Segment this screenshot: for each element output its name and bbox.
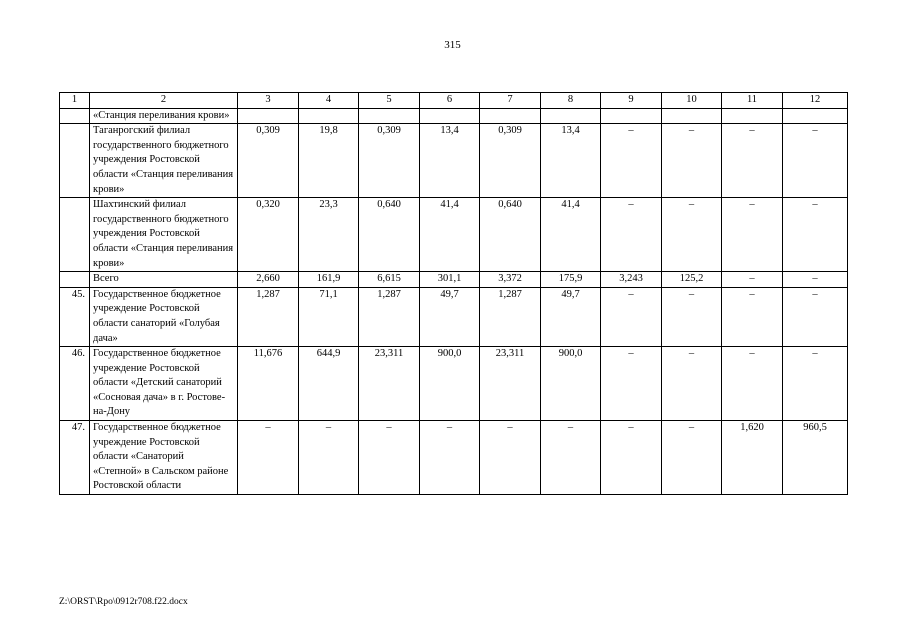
cell-col-9: – [601, 198, 662, 272]
column-header-1: 1 [60, 93, 90, 109]
cell-col-3: 11,676 [238, 347, 299, 421]
cell-col-9: – [601, 124, 662, 198]
institution-name: Всего [90, 272, 238, 288]
cell-col-9 [601, 108, 662, 124]
row-number: 45. [60, 287, 90, 346]
cell-col-3: – [238, 421, 299, 495]
cell-col-5: 0,640 [359, 198, 420, 272]
cell-col-11: 1,620 [722, 421, 783, 495]
institution-name: «Станция переливания крови» [90, 108, 238, 124]
cell-col-12: – [783, 287, 848, 346]
row-number [60, 108, 90, 124]
row-number [60, 198, 90, 272]
cell-col-10: 125,2 [662, 272, 722, 288]
column-header-5: 5 [359, 93, 420, 109]
cell-col-11: – [722, 347, 783, 421]
cell-col-5: – [359, 421, 420, 495]
column-header-8: 8 [541, 93, 601, 109]
cell-col-12: – [783, 272, 848, 288]
cell-col-5: 23,311 [359, 347, 420, 421]
table-row [60, 108, 848, 124]
cell-col-10: – [662, 198, 722, 272]
table-row [60, 124, 848, 198]
cell-col-9: – [601, 287, 662, 346]
cell-col-7: 0,640 [480, 198, 541, 272]
cell-col-4: 19,8 [299, 124, 359, 198]
column-header-6: 6 [420, 93, 480, 109]
row-number [60, 124, 90, 198]
cell-col-7: 0,309 [480, 124, 541, 198]
cell-col-11 [722, 108, 783, 124]
cell-col-8: – [541, 421, 601, 495]
cell-col-4: 161,9 [299, 272, 359, 288]
cell-col-5: 0,309 [359, 124, 420, 198]
table-row [60, 347, 848, 421]
cell-col-12: 960,5 [783, 421, 848, 495]
cell-col-7: 3,372 [480, 272, 541, 288]
institution-name: Шахтинский филиал государственного бюджетного учреждения Ростовской области «Станция переливания крови» [90, 198, 238, 272]
institution-name: Государственное бюджетное учреждение Ростовской области «Детский санаторий «Сосновая дача» в г. Ростове-на-Дону [90, 347, 238, 421]
cell-col-10: – [662, 287, 722, 346]
cell-col-8: 900,0 [541, 347, 601, 421]
cell-col-6 [420, 108, 480, 124]
column-header-11: 11 [722, 93, 783, 109]
cell-col-3: 1,287 [238, 287, 299, 346]
cell-col-11: – [722, 124, 783, 198]
cell-col-11: – [722, 272, 783, 288]
table-row [60, 287, 848, 346]
page-number: 315 [444, 39, 461, 51]
cell-col-4: – [299, 421, 359, 495]
cell-col-6: 49,7 [420, 287, 480, 346]
file-path-footer: Z:\ORST\Rpo\0912r708.f22.docx [59, 597, 188, 607]
cell-col-4 [299, 108, 359, 124]
cell-col-8: 175,9 [541, 272, 601, 288]
institution-name: Государственное бюджетное учреждение Ростовской области «Санаторий «Степной» в Сальском районе Ростовской области [90, 421, 238, 495]
cell-col-10: – [662, 347, 722, 421]
cell-col-3: 2,660 [238, 272, 299, 288]
cell-col-12: – [783, 347, 848, 421]
cell-col-6: 13,4 [420, 124, 480, 198]
cell-col-8: 13,4 [541, 124, 601, 198]
cell-col-7: – [480, 421, 541, 495]
cell-col-8: 49,7 [541, 287, 601, 346]
cell-col-4: 644,9 [299, 347, 359, 421]
row-number: 47. [60, 421, 90, 495]
header-row [60, 93, 848, 109]
column-header-12: 12 [783, 93, 848, 109]
cell-col-8 [541, 108, 601, 124]
column-header-2: 2 [90, 93, 238, 109]
cell-col-5: 1,287 [359, 287, 420, 346]
cell-col-9: 3,243 [601, 272, 662, 288]
cell-col-12: – [783, 124, 848, 198]
cell-col-4: 71,1 [299, 287, 359, 346]
row-number: 46. [60, 347, 90, 421]
cell-col-5: 6,615 [359, 272, 420, 288]
column-header-4: 4 [299, 93, 359, 109]
data-table [59, 92, 848, 495]
table-row [60, 198, 848, 272]
cell-col-3: 0,309 [238, 124, 299, 198]
cell-col-6: 41,4 [420, 198, 480, 272]
cell-col-9: – [601, 421, 662, 495]
cell-col-9: – [601, 347, 662, 421]
column-header-9: 9 [601, 93, 662, 109]
cell-col-10 [662, 108, 722, 124]
cell-col-12 [783, 108, 848, 124]
table-row [60, 272, 848, 288]
cell-col-8: 41,4 [541, 198, 601, 272]
cell-col-6: – [420, 421, 480, 495]
cell-col-6: 900,0 [420, 347, 480, 421]
institution-name: Государственное бюджетное учреждение Ростовской области санаторий «Голубая дача» [90, 287, 238, 346]
cell-col-7 [480, 108, 541, 124]
column-header-10: 10 [662, 93, 722, 109]
cell-col-11: – [722, 287, 783, 346]
row-number [60, 272, 90, 288]
cell-col-12: – [783, 198, 848, 272]
cell-col-3: 0,320 [238, 198, 299, 272]
cell-col-5 [359, 108, 420, 124]
cell-col-11: – [722, 198, 783, 272]
column-header-3: 3 [238, 93, 299, 109]
cell-col-10: – [662, 124, 722, 198]
cell-col-7: 1,287 [480, 287, 541, 346]
cell-col-3 [238, 108, 299, 124]
column-header-7: 7 [480, 93, 541, 109]
institution-name: Таганрогский филиал государственного бюджетного учреждения Ростовской области «Станция переливания крови» [90, 124, 238, 198]
cell-col-4: 23,3 [299, 198, 359, 272]
cell-col-6: 301,1 [420, 272, 480, 288]
cell-col-10: – [662, 421, 722, 495]
table-row [60, 421, 848, 495]
cell-col-7: 23,311 [480, 347, 541, 421]
